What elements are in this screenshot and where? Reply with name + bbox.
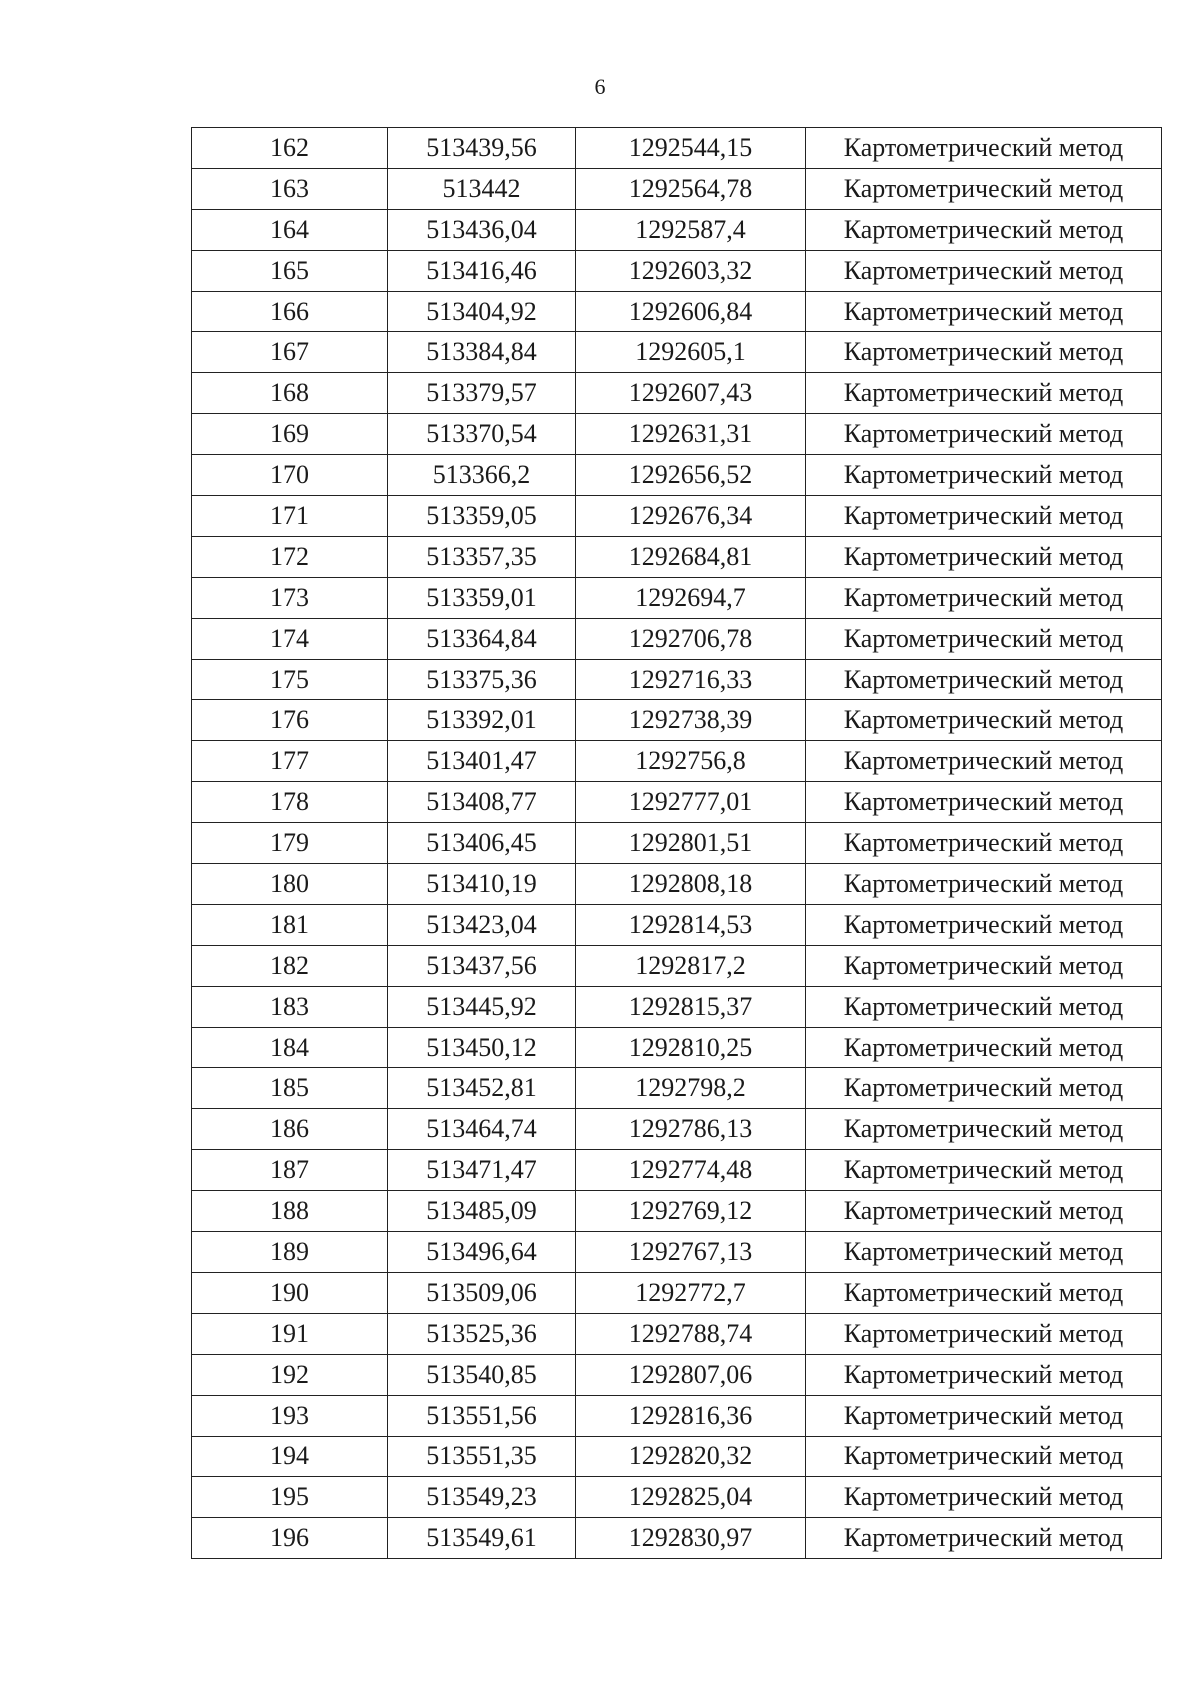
table-row bbox=[192, 1232, 1162, 1273]
y-coordinate-cell: 1292814,53 bbox=[576, 904, 806, 945]
table-row bbox=[192, 618, 1162, 659]
point-number-cell: 171 bbox=[192, 496, 388, 537]
point-number-cell: 187 bbox=[192, 1150, 388, 1191]
x-coordinate-cell: 513496,64 bbox=[388, 1232, 576, 1273]
x-coordinate-cell: 513357,35 bbox=[388, 536, 576, 577]
point-number-cell: 186 bbox=[192, 1109, 388, 1150]
point-number-cell: 195 bbox=[192, 1477, 388, 1518]
method-cell: Картометрический метод bbox=[806, 1150, 1162, 1191]
method-cell: Картометрический метод bbox=[806, 1395, 1162, 1436]
table-row bbox=[192, 1027, 1162, 1068]
table-row bbox=[192, 536, 1162, 577]
y-coordinate-cell: 1292684,81 bbox=[576, 536, 806, 577]
x-coordinate-cell: 513410,19 bbox=[388, 864, 576, 905]
y-coordinate-cell: 1292786,13 bbox=[576, 1109, 806, 1150]
table-row bbox=[192, 700, 1162, 741]
method-cell: Картометрический метод bbox=[806, 864, 1162, 905]
table-row bbox=[192, 659, 1162, 700]
method-cell: Картометрический метод bbox=[806, 1354, 1162, 1395]
point-number-cell: 185 bbox=[192, 1068, 388, 1109]
point-number-cell: 170 bbox=[192, 455, 388, 496]
table-row bbox=[192, 1518, 1162, 1559]
x-coordinate-cell: 513359,05 bbox=[388, 496, 576, 537]
method-cell: Картометрический метод bbox=[806, 986, 1162, 1027]
x-coordinate-cell: 513364,84 bbox=[388, 618, 576, 659]
x-coordinate-cell: 513525,36 bbox=[388, 1313, 576, 1354]
method-cell: Картометрический метод bbox=[806, 414, 1162, 455]
y-coordinate-cell: 1292694,7 bbox=[576, 577, 806, 618]
y-coordinate-cell: 1292830,97 bbox=[576, 1518, 806, 1559]
table-row bbox=[192, 455, 1162, 496]
table-row bbox=[192, 1477, 1162, 1518]
method-cell: Картометрический метод bbox=[806, 168, 1162, 209]
y-coordinate-cell: 1292820,32 bbox=[576, 1436, 806, 1477]
x-coordinate-cell: 513437,56 bbox=[388, 945, 576, 986]
method-cell: Картометрический метод bbox=[806, 496, 1162, 537]
point-number-cell: 184 bbox=[192, 1027, 388, 1068]
point-number-cell: 183 bbox=[192, 986, 388, 1027]
table-row bbox=[192, 904, 1162, 945]
point-number-cell: 166 bbox=[192, 291, 388, 332]
x-coordinate-cell: 513471,47 bbox=[388, 1150, 576, 1191]
y-coordinate-cell: 1292816,36 bbox=[576, 1395, 806, 1436]
method-cell: Картометрический метод bbox=[806, 904, 1162, 945]
method-cell: Картометрический метод bbox=[806, 1477, 1162, 1518]
point-number-cell: 177 bbox=[192, 741, 388, 782]
point-number-cell: 181 bbox=[192, 904, 388, 945]
y-coordinate-cell: 1292798,2 bbox=[576, 1068, 806, 1109]
y-coordinate-cell: 1292777,01 bbox=[576, 782, 806, 823]
table-row bbox=[192, 1150, 1162, 1191]
x-coordinate-cell: 513442 bbox=[388, 168, 576, 209]
method-cell: Картометрический метод bbox=[806, 1518, 1162, 1559]
point-number-cell: 196 bbox=[192, 1518, 388, 1559]
y-coordinate-cell: 1292807,06 bbox=[576, 1354, 806, 1395]
method-cell: Картометрический метод bbox=[806, 1027, 1162, 1068]
x-coordinate-cell: 513366,2 bbox=[388, 455, 576, 496]
method-cell: Картометрический метод bbox=[806, 250, 1162, 291]
table-row bbox=[192, 1272, 1162, 1313]
point-number-cell: 167 bbox=[192, 332, 388, 373]
y-coordinate-cell: 1292544,15 bbox=[576, 128, 806, 169]
y-coordinate-cell: 1292772,7 bbox=[576, 1272, 806, 1313]
point-number-cell: 163 bbox=[192, 168, 388, 209]
point-number-cell: 164 bbox=[192, 209, 388, 250]
y-coordinate-cell: 1292808,18 bbox=[576, 864, 806, 905]
y-coordinate-cell: 1292607,43 bbox=[576, 373, 806, 414]
y-coordinate-cell: 1292656,52 bbox=[576, 455, 806, 496]
table-row bbox=[192, 332, 1162, 373]
method-cell: Картометрический метод bbox=[806, 945, 1162, 986]
table-row bbox=[192, 823, 1162, 864]
y-coordinate-cell: 1292716,33 bbox=[576, 659, 806, 700]
x-coordinate-cell: 513439,56 bbox=[388, 128, 576, 169]
method-cell: Картометрический метод bbox=[806, 455, 1162, 496]
method-cell: Картометрический метод bbox=[806, 741, 1162, 782]
table-row bbox=[192, 1313, 1162, 1354]
point-number-cell: 172 bbox=[192, 536, 388, 577]
x-coordinate-cell: 513416,46 bbox=[388, 250, 576, 291]
x-coordinate-cell: 513408,77 bbox=[388, 782, 576, 823]
point-number-cell: 180 bbox=[192, 864, 388, 905]
point-number-cell: 192 bbox=[192, 1354, 388, 1395]
point-number-cell: 179 bbox=[192, 823, 388, 864]
method-cell: Картометрический метод bbox=[806, 782, 1162, 823]
x-coordinate-cell: 513436,04 bbox=[388, 209, 576, 250]
y-coordinate-cell: 1292769,12 bbox=[576, 1191, 806, 1232]
x-coordinate-cell: 513551,56 bbox=[388, 1395, 576, 1436]
y-coordinate-cell: 1292603,32 bbox=[576, 250, 806, 291]
point-number-cell: 175 bbox=[192, 659, 388, 700]
x-coordinate-cell: 513509,06 bbox=[388, 1272, 576, 1313]
x-coordinate-cell: 513452,81 bbox=[388, 1068, 576, 1109]
table-row bbox=[192, 1191, 1162, 1232]
method-cell: Картометрический метод bbox=[806, 1109, 1162, 1150]
method-cell: Картометрический метод bbox=[806, 291, 1162, 332]
table-row bbox=[192, 1109, 1162, 1150]
point-number-cell: 188 bbox=[192, 1191, 388, 1232]
method-cell: Картометрический метод bbox=[806, 373, 1162, 414]
y-coordinate-cell: 1292774,48 bbox=[576, 1150, 806, 1191]
point-number-cell: 168 bbox=[192, 373, 388, 414]
x-coordinate-cell: 513370,54 bbox=[388, 414, 576, 455]
table-row bbox=[192, 1068, 1162, 1109]
point-number-cell: 191 bbox=[192, 1313, 388, 1354]
y-coordinate-cell: 1292810,25 bbox=[576, 1027, 806, 1068]
x-coordinate-cell: 513540,85 bbox=[388, 1354, 576, 1395]
method-cell: Картометрический метод bbox=[806, 536, 1162, 577]
table-row bbox=[192, 1395, 1162, 1436]
x-coordinate-cell: 513375,36 bbox=[388, 659, 576, 700]
point-number-cell: 173 bbox=[192, 577, 388, 618]
table-row bbox=[192, 577, 1162, 618]
y-coordinate-cell: 1292801,51 bbox=[576, 823, 806, 864]
method-cell: Картометрический метод bbox=[806, 128, 1162, 169]
coordinates-table-body bbox=[192, 128, 1162, 1559]
table-row bbox=[192, 496, 1162, 537]
point-number-cell: 162 bbox=[192, 128, 388, 169]
y-coordinate-cell: 1292788,74 bbox=[576, 1313, 806, 1354]
y-coordinate-cell: 1292756,8 bbox=[576, 741, 806, 782]
y-coordinate-cell: 1292817,2 bbox=[576, 945, 806, 986]
x-coordinate-cell: 513464,74 bbox=[388, 1109, 576, 1150]
x-coordinate-cell: 513384,84 bbox=[388, 332, 576, 373]
y-coordinate-cell: 1292564,78 bbox=[576, 168, 806, 209]
x-coordinate-cell: 513401,47 bbox=[388, 741, 576, 782]
x-coordinate-cell: 513445,92 bbox=[388, 986, 576, 1027]
table-row bbox=[192, 128, 1162, 169]
point-number-cell: 165 bbox=[192, 250, 388, 291]
table-row bbox=[192, 782, 1162, 823]
table-row bbox=[192, 986, 1162, 1027]
method-cell: Картометрический метод bbox=[806, 1232, 1162, 1273]
x-coordinate-cell: 513485,09 bbox=[388, 1191, 576, 1232]
table-row bbox=[192, 291, 1162, 332]
x-coordinate-cell: 513379,57 bbox=[388, 373, 576, 414]
method-cell: Картометрический метод bbox=[806, 332, 1162, 373]
method-cell: Картометрический метод bbox=[806, 1068, 1162, 1109]
table-row bbox=[192, 209, 1162, 250]
method-cell: Картометрический метод bbox=[806, 1436, 1162, 1477]
method-cell: Картометрический метод bbox=[806, 700, 1162, 741]
y-coordinate-cell: 1292587,4 bbox=[576, 209, 806, 250]
x-coordinate-cell: 513406,45 bbox=[388, 823, 576, 864]
x-coordinate-cell: 513549,61 bbox=[388, 1518, 576, 1559]
page-number: 6 bbox=[594, 74, 606, 99]
x-coordinate-cell: 513404,92 bbox=[388, 291, 576, 332]
method-cell: Картометрический метод bbox=[806, 659, 1162, 700]
method-cell: Картометрический метод bbox=[806, 577, 1162, 618]
x-coordinate-cell: 513423,04 bbox=[388, 904, 576, 945]
method-cell: Картометрический метод bbox=[806, 823, 1162, 864]
table-row bbox=[192, 414, 1162, 455]
y-coordinate-cell: 1292606,84 bbox=[576, 291, 806, 332]
table-row bbox=[192, 1354, 1162, 1395]
x-coordinate-cell: 513359,01 bbox=[388, 577, 576, 618]
table-row bbox=[192, 373, 1162, 414]
point-number-cell: 193 bbox=[192, 1395, 388, 1436]
y-coordinate-cell: 1292631,31 bbox=[576, 414, 806, 455]
table-row bbox=[192, 945, 1162, 986]
method-cell: Картометрический метод bbox=[806, 1272, 1162, 1313]
x-coordinate-cell: 513392,01 bbox=[388, 700, 576, 741]
method-cell: Картометрический метод bbox=[806, 209, 1162, 250]
y-coordinate-cell: 1292738,39 bbox=[576, 700, 806, 741]
point-number-cell: 176 bbox=[192, 700, 388, 741]
table-row bbox=[192, 168, 1162, 209]
point-number-cell: 169 bbox=[192, 414, 388, 455]
y-coordinate-cell: 1292706,78 bbox=[576, 618, 806, 659]
x-coordinate-cell: 513549,23 bbox=[388, 1477, 576, 1518]
table-row bbox=[192, 741, 1162, 782]
point-number-cell: 189 bbox=[192, 1232, 388, 1273]
method-cell: Картометрический метод bbox=[806, 618, 1162, 659]
point-number-cell: 178 bbox=[192, 782, 388, 823]
point-number-cell: 182 bbox=[192, 945, 388, 986]
coordinates-table bbox=[191, 127, 1162, 1559]
table-row bbox=[192, 864, 1162, 905]
y-coordinate-cell: 1292825,04 bbox=[576, 1477, 806, 1518]
x-coordinate-cell: 513551,35 bbox=[388, 1436, 576, 1477]
method-cell: Картометрический метод bbox=[806, 1313, 1162, 1354]
y-coordinate-cell: 1292767,13 bbox=[576, 1232, 806, 1273]
point-number-cell: 190 bbox=[192, 1272, 388, 1313]
x-coordinate-cell: 513450,12 bbox=[388, 1027, 576, 1068]
y-coordinate-cell: 1292815,37 bbox=[576, 986, 806, 1027]
y-coordinate-cell: 1292605,1 bbox=[576, 332, 806, 373]
table-row bbox=[192, 250, 1162, 291]
y-coordinate-cell: 1292676,34 bbox=[576, 496, 806, 537]
table-row bbox=[192, 1436, 1162, 1477]
method-cell: Картометрический метод bbox=[806, 1191, 1162, 1232]
point-number-cell: 194 bbox=[192, 1436, 388, 1477]
point-number-cell: 174 bbox=[192, 618, 388, 659]
